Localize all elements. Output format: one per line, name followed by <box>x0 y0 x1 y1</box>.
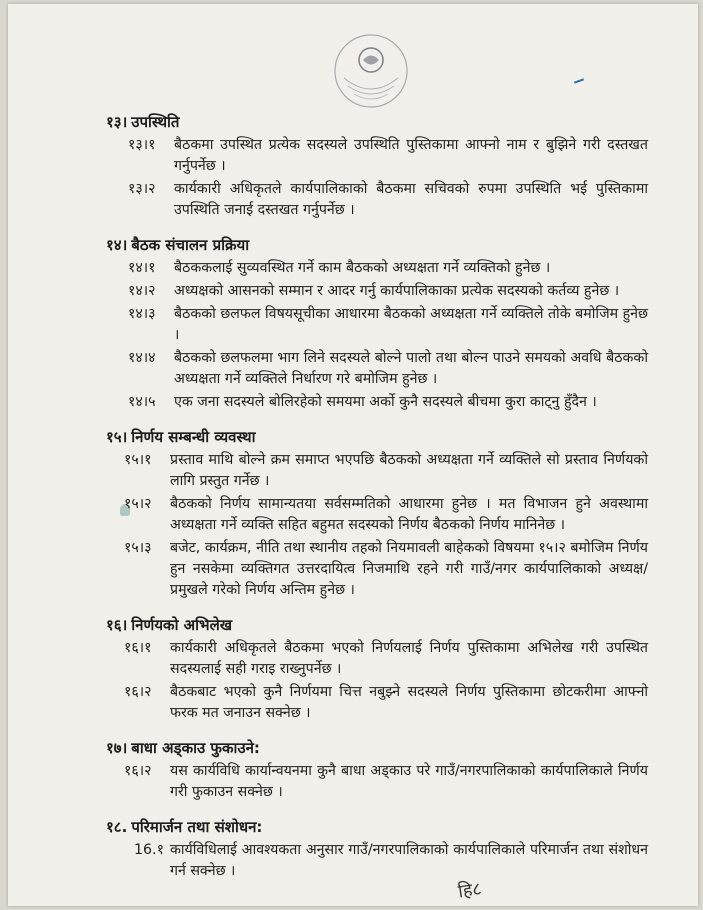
clause-number: १४।२ <box>128 283 156 299</box>
clause-number: १५।३ <box>124 540 152 556</box>
clause <box>108 538 648 601</box>
clause-number: १६।१ <box>124 640 152 656</box>
section-number: १५। <box>106 428 128 446</box>
handwritten-signature: हि८ <box>456 878 484 903</box>
clause <box>108 761 648 803</box>
clause <box>108 281 648 302</box>
clause-number: १५।१ <box>124 452 152 468</box>
clause-number: १५।२ <box>124 496 152 512</box>
section-heading <box>106 738 648 758</box>
section-heading <box>106 112 648 132</box>
clause <box>108 494 648 536</box>
clause-number: १४।३ <box>128 306 156 322</box>
clause-text: यस कार्यविधि कार्यान्वयनमा कुनै बाधा अड्काउ परे गाउँ/नगरपालिकाको कार्यपालिकाले निर्णय गरी फुकाउन सक्नेछ । <box>170 763 648 800</box>
document-page <box>8 4 698 906</box>
clause-text: बैठकको छलफल विषयसूचीका आधारमा बैठकको अध्यक्षता गर्ने व्यक्तिले तोके बमोजिम हुनेछ । <box>174 306 648 343</box>
clause-number: १६।२ <box>124 684 152 700</box>
clause-text: प्रस्ताव माथि बोल्ने क्रम समाप्त भएपछि बैठकको अध्यक्षता गर्ने व्यक्तिले सो प्रस्ताव निर्णयको लागि प्रस्तुत गर्नेछ । <box>170 452 648 489</box>
clause <box>108 638 648 680</box>
clause-number: १४।४ <box>128 350 156 366</box>
section-number: १३। <box>106 113 128 131</box>
clause-text: एक जना सदस्यले बोलिरहेको समयमा अर्को कुनै सदस्यले बीचमा कुरा काट्नु हुँदैन । <box>174 394 597 410</box>
clause <box>108 392 648 413</box>
section-number: १८. <box>106 818 128 836</box>
section-heading <box>106 817 648 837</box>
section-number: १७। <box>106 739 128 757</box>
clause-number: १३।१ <box>128 137 156 153</box>
clause-text: बैठकको निर्णय सामान्यतया सर्वसम्मतिको आधारमा हुनेछ । मत विभाजन हुने अवस्थामा अध्यक्षता गर्ने व्यक्ति सहित बहुमत सदस्यको निर्णय बैठकको निर्णय मानिनेछ । <box>170 496 648 533</box>
section-attendance <box>108 112 648 221</box>
clause <box>108 179 648 221</box>
clause <box>108 682 648 724</box>
document-body <box>108 112 648 896</box>
clause-text: बजेट, कार्यक्रम, नीति तथा स्थानीय तहको नियमावली बाहेकको विषयमा १५।२ बमोजिम निर्णय हुन नसकेमा व्यक्तिगत उत्तरदायित्व निजमाथि रहने गरी गाउँ/नगर कार्यपालिकाको अध्यक्ष/प्रमुखले गरेको निर्णय अन्तिम हुनेछ । <box>170 540 648 598</box>
clause-number: 16.१ <box>134 842 164 858</box>
clause-text: बैठकमा उपस्थित प्रत्येक सदस्यले उपस्थिति पुस्तिकामा आफ्नो नाम र बुझिने गरी दस्तखत गर्नुपर्नेछ । <box>174 137 648 174</box>
clause <box>108 304 648 346</box>
section-number: १६। <box>106 616 128 634</box>
clause-text: कार्यकारी अधिकृतले कार्यपालिकाको बैठकमा सचिवको रुपमा उपस्थिति भई पुस्तिकामा उपस्थिति जनाई दस्तखत गर्नुपर्नेछ । <box>174 181 648 218</box>
clause <box>108 348 648 390</box>
clause-text: बैठककलाई सुव्यवस्थित गर्ने काम बैठकको अध्यक्षता गर्ने व्यक्तिको हुनेछ । <box>174 260 551 276</box>
clause-number: १३।२ <box>128 181 156 197</box>
clause-number: १६।२ <box>124 763 152 779</box>
government-seal-icon <box>330 30 412 112</box>
clause <box>108 258 648 279</box>
section-title: परिमार्जन तथा संशोधन: <box>131 818 263 836</box>
section-title: बैठक संचालन प्रक्रिया <box>131 236 250 254</box>
section-number: १४। <box>106 236 128 254</box>
section-obstacle-removal <box>108 738 648 803</box>
clause-text: अध्यक्षको आसनको सम्मान र आदर गर्नु कार्यपालिकाका प्रत्येक सदस्यको कर्तव्य हुनेछ । <box>174 283 620 299</box>
section-title: उपस्थिति <box>131 113 180 131</box>
section-title: बाधा अड्काउ फुकाउने: <box>131 739 260 757</box>
clause-text: बैठकबाट भएको कुनै निर्णयमा चित्त नबुझ्ने सदस्यले निर्णय पुस्तिकामा छोटकरीमा आफ्नो फरक मत जनाउन सक्नेछ । <box>170 684 648 721</box>
section-decision-arrangement <box>108 427 648 601</box>
section-title: निर्णयको अभिलेख <box>131 616 233 634</box>
section-revision-amendment <box>108 817 648 882</box>
clause-number: १४।५ <box>128 394 156 410</box>
section-decision-record <box>108 615 648 724</box>
clause <box>108 450 648 492</box>
section-heading <box>106 615 648 635</box>
clause-text: बैठकको छलफलमा भाग लिने सदस्यले बोल्ने पालो तथा बोल्न पाउने समयको अवधि बैठकको अध्यक्षता गर्ने व्यक्तिले निर्धारण गरे बमोजिम हुनेछ । <box>174 350 648 387</box>
clause <box>108 135 648 177</box>
clause-text: कार्यविधिलाई आवश्यकता अनुसार गाउँ/नगरपालिकाको कार्यपालिकाले परिमार्जन तथा संशोधन गर्न सक्नेछ । <box>169 842 648 879</box>
section-meeting-procedure <box>108 235 648 413</box>
section-title: निर्णय सम्बन्धी व्यवस्था <box>131 428 256 446</box>
section-heading <box>106 427 648 447</box>
section-heading <box>106 235 648 255</box>
clause-number: १४।१ <box>128 260 156 276</box>
clause <box>108 840 648 882</box>
clause-text: कार्यकारी अधिकृतले बैठकमा भएको निर्णयलाई निर्णय पुस्तिकामा अभिलेख गरी उपस्थित सदस्यलाई सही गराइ राख्नुपर्नेछ । <box>170 640 648 677</box>
ink-mark <box>574 78 584 83</box>
